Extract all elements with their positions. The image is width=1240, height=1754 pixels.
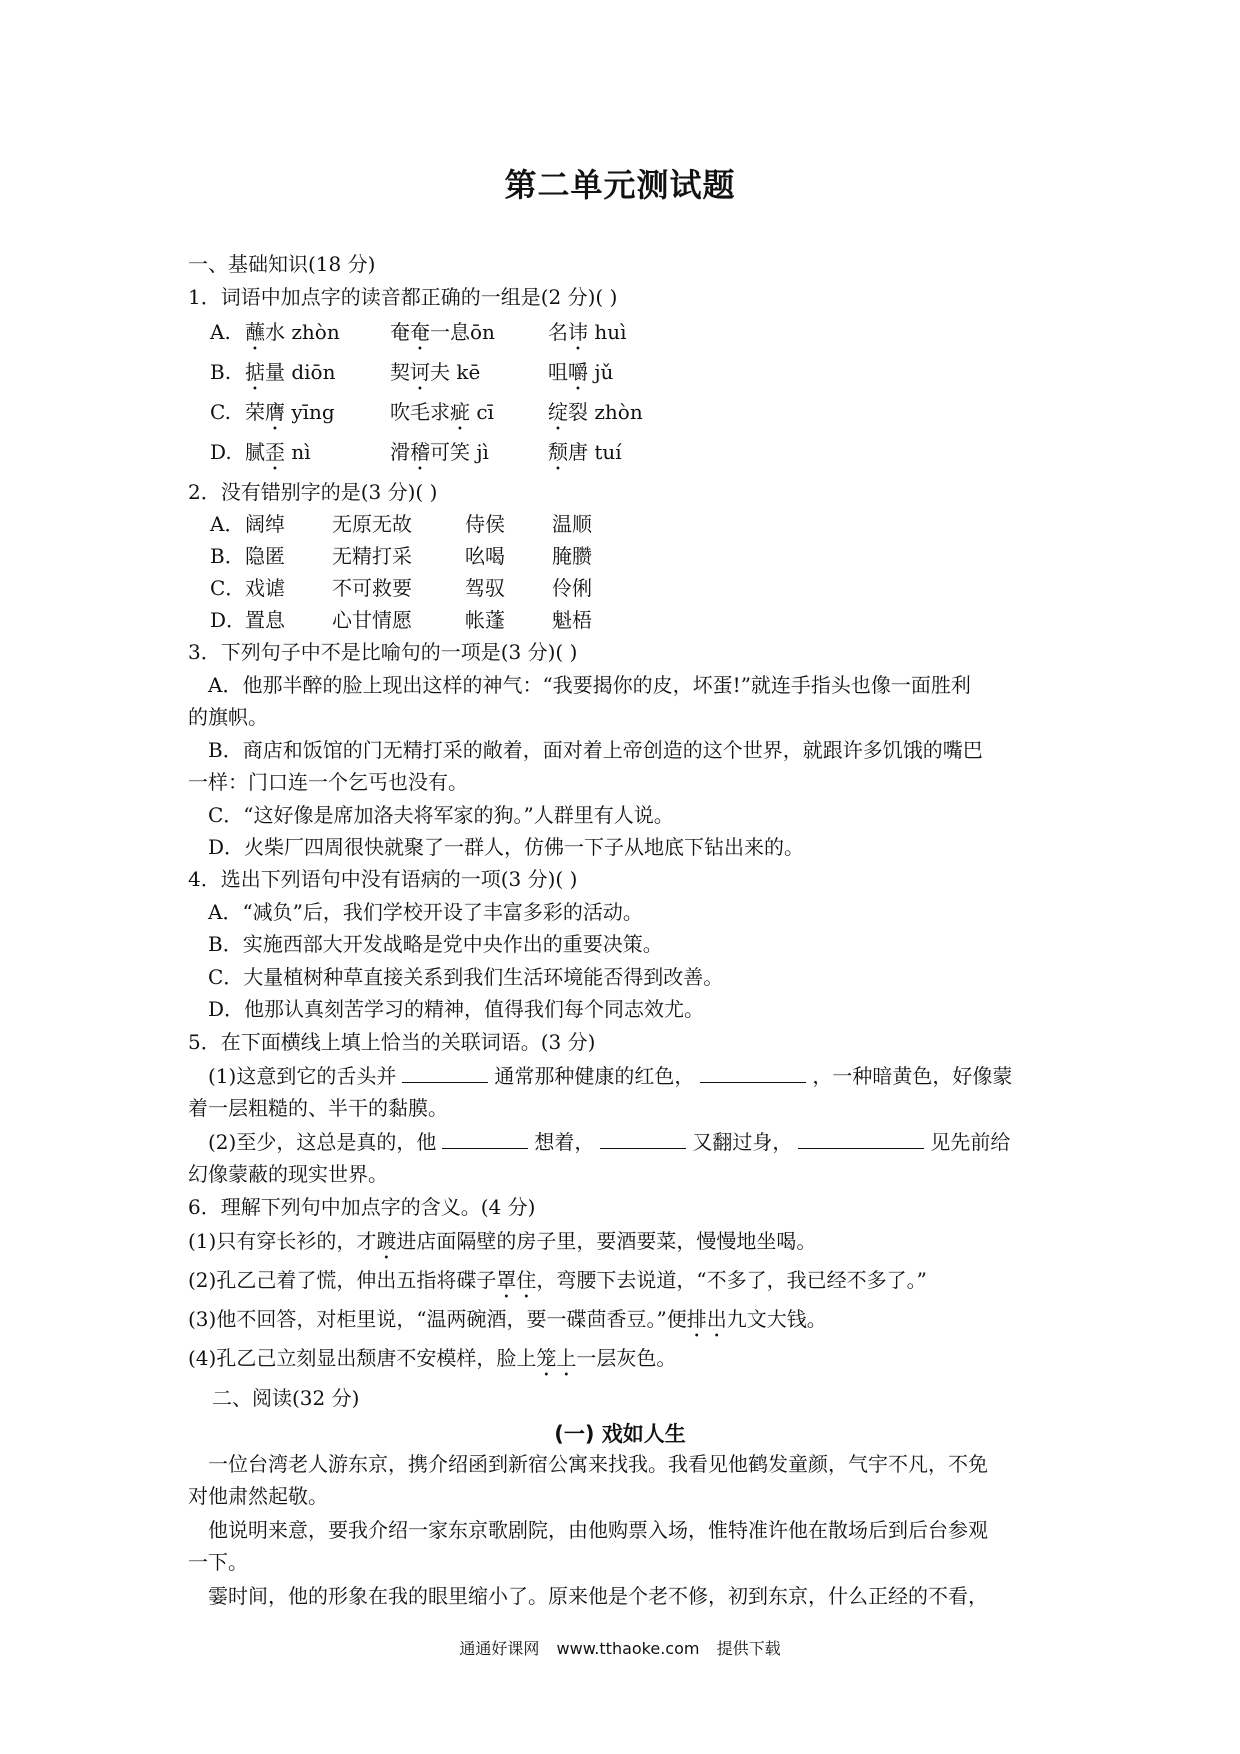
q6-dotted-word-1: 踱: [376, 1229, 397, 1253]
q2-option-d-word4: 魁梧: [552, 608, 592, 632]
q1-option-d-word2: 滑稽可笑 jì: [390, 440, 489, 464]
q1-option-c-word3: 绽裂 zhòn: [548, 400, 643, 424]
q1-option-a-word2: 奄奄一息ōn: [390, 320, 495, 344]
q5-s1-text-b: 通常那种健康的红色，: [494, 1064, 695, 1088]
q4-option-a: A．“减负”后，我们学校开设了丰富多彩的活动。: [208, 900, 643, 924]
q5-s2-text-a: (2)至少，这总是真的，他: [208, 1130, 437, 1154]
q5-s1-text-c: ，一种暗黄色，好像蒙: [812, 1064, 1013, 1088]
q4-option-b: B．实施西部大开发战略是党中央作出的重要决策。: [208, 932, 663, 956]
footer-site-name: 通通好课网: [459, 1639, 540, 1658]
q3-option-c: C．“这好像是席加洛夫将军家的狗。”人群里有人说。: [208, 803, 674, 827]
q4-option-d: D．他那认真刻苦学习的精神，值得我们每个同志效尤。: [208, 997, 705, 1021]
q5-s2-text-c: 又翻过身，: [692, 1130, 793, 1154]
q1-option-d-word3: 颓唐 tuí: [548, 440, 622, 464]
q1-option-a-word1: 蘸水 zhòn: [245, 320, 340, 344]
q1-option-d-word1: 腻歪 nì: [245, 440, 311, 464]
q2-option-d-word1: 置息: [245, 608, 285, 632]
q6-dotted-word-2: 罩住: [496, 1268, 537, 1292]
q6-sentence-1: (1)只有穿长衫的，才踱进店面隔壁的房子里，要酒要菜，慢慢地坐喝。: [188, 1229, 817, 1253]
question-5-stem: 5．在下面横线上填上恰当的关联词语。(3 分): [188, 1030, 596, 1054]
q5-s2-text-d: 见先前给: [930, 1130, 1011, 1154]
passage-paragraph-3-line1: 霎时间，他的形象在我的眼里缩小了。原来他是个老不修，初到东京，什么正经的不看，: [208, 1584, 988, 1608]
q2-option-d-word3: 帐蓬: [465, 608, 505, 632]
q3-option-a-line1: A．他那半醉的脸上现出这样的神气：“我要揭你的皮，坏蛋!”就连手指头也像一面胜利: [208, 673, 971, 697]
q3-option-b-line2: 一样：门口连一个乞丐也没有。: [188, 770, 468, 794]
footer-url[interactable]: www.tthaoke.com: [556, 1639, 700, 1658]
footer-note: 提供下载: [716, 1639, 781, 1658]
q2-option-c-word4: 伶俐: [552, 576, 592, 600]
q3-option-a-line2: 的旗帜。: [188, 705, 268, 729]
q2-option-a-word4: 温顺: [552, 512, 592, 536]
q5-blank-1[interactable]: [402, 1062, 488, 1083]
section-heading-basics: 一、基础知识(18 分): [188, 252, 376, 276]
q5-sentence-2: [208, 1128, 1010, 1156]
q2-option-c-letter: C．: [210, 576, 246, 600]
q1-option-a-word3: 名讳 huì: [548, 320, 627, 344]
q5-s1-text-a: (1)这意到它的舌头并: [208, 1064, 397, 1088]
q2-option-c-word1: 戏谑: [245, 576, 285, 600]
q2-option-c-word2: 不可救要: [332, 576, 412, 600]
q2-option-a-word2: 无原无故: [332, 512, 412, 536]
q1-option-d-letter: D.: [210, 440, 232, 464]
q2-option-b-word3: 吆喝: [465, 544, 505, 568]
q6-sentence-4: (4)孔乙己立刻显出颓唐不安模样，脸上笼上一层灰色。: [188, 1346, 677, 1370]
q2-option-c-word3: 驾驭: [465, 576, 505, 600]
q1-option-b-letter: B.: [210, 360, 232, 384]
q5-blank-5[interactable]: [798, 1128, 924, 1149]
q6-dotted-word-3: 排出: [686, 1307, 727, 1331]
question-2-stem: 2．没有错别字的是(3 分)( ): [188, 480, 438, 504]
section-heading-reading: 二、阅读(32 分): [212, 1386, 360, 1410]
q1-option-c-word2: 吹毛求疵 cī: [390, 400, 494, 424]
page-title: 第二单元测试题: [504, 166, 736, 204]
q5-sentence-1-cont: 着一层粗糙的、半干的黏膜。: [188, 1096, 448, 1120]
q5-sentence-2-cont: 幻像蒙蔽的现实世界。: [188, 1162, 388, 1186]
question-1-stem: 1．词语中加点字的读音都正确的一组是(2 分)( ): [188, 285, 618, 309]
q2-option-b-word2: 无精打采: [332, 544, 412, 568]
q1-option-c-word1: 荣膺 yīng: [245, 400, 335, 424]
q1-option-b-word2: 契诃夫 kē: [390, 360, 481, 384]
q2-option-d-letter: D．: [210, 608, 247, 632]
q2-option-b-word4: 腌臜: [552, 544, 592, 568]
passage-paragraph-1-line1: 一位台湾老人游东京，携介绍函到新宿公寓来找我。我看见他鹤发童颜，气宇不凡，不免: [208, 1452, 988, 1476]
question-4-stem: 4．选出下列语句中没有语病的一项(3 分)( ): [188, 867, 578, 891]
q2-option-d-word2: 心甘情愿: [332, 608, 412, 632]
passage-paragraph-2-line1: 他说明来意，要我介绍一家东京歌剧院，由他购票入场，惟特准许他在散场后到后台参观: [208, 1518, 988, 1542]
footer: [0, 1636, 1240, 1659]
q6-dotted-word-4: 笼上: [536, 1346, 577, 1370]
q2-option-b-letter: B．: [210, 544, 245, 568]
q2-option-a-word1: 阔绰: [245, 512, 285, 536]
question-3-stem: 3．下列句子中不是比喻句的一项是(3 分)( ): [188, 640, 578, 664]
q6-sentence-3: (3)他不回答，对柜里说，“温两碗酒，要一碟茴香豆。”便排出九文大钱。: [188, 1307, 827, 1331]
q1-option-a-letter: A.: [210, 320, 231, 344]
q1-option-c-letter: C.: [210, 400, 231, 424]
q5-blank-2[interactable]: [700, 1062, 806, 1083]
q1-option-b-word1: 掂量 diōn: [245, 360, 336, 384]
q3-option-d: D．火柴厂四周很快就聚了一群人，仿佛一下子从地底下钻出来的。: [208, 835, 805, 859]
q5-s2-text-b: 想着，: [534, 1130, 595, 1154]
question-6-stem: 6．理解下列句中加点字的含义。(4 分): [188, 1195, 536, 1219]
q3-option-b-line1: B．商店和饭馆的门无精打采的敞着，面对着上帝创造的这个世界，就跟许多饥饿的嘴巴: [208, 738, 983, 762]
q2-option-b-word1: 隐匿: [245, 544, 285, 568]
passage-paragraph-1-line2: 对他肃然起敬。: [188, 1484, 328, 1508]
passage-paragraph-2-line2: 一下。: [188, 1550, 248, 1574]
reading-passage-title: (一) 戏如人生: [554, 1422, 686, 1446]
q2-option-a-letter: A．: [210, 512, 245, 536]
q2-option-a-word3: 侍侯: [465, 512, 505, 536]
q5-sentence-1: [208, 1062, 1012, 1090]
q4-option-c: C．大量植树种草直接关系到我们生活环境能否得到改善。: [208, 965, 724, 989]
q1-option-b-word3: 咀嚼 jǔ: [548, 360, 614, 384]
q6-sentence-2: (2)孔乙己着了慌，伸出五指将碟子罩住，弯腰下去说道，“不多了，我已经不多了。”: [188, 1268, 927, 1292]
q5-blank-4[interactable]: [600, 1128, 686, 1149]
q5-blank-3[interactable]: [442, 1128, 528, 1149]
